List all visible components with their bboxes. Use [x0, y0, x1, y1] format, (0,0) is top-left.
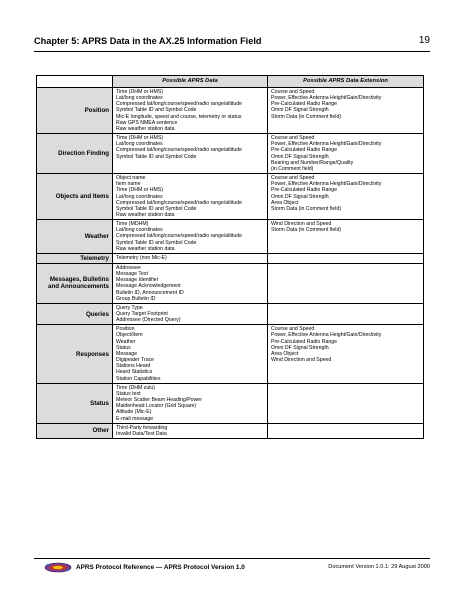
row-aprs-data	[113, 383, 268, 423]
data-line: Mic-E longitude, speed and course, telemetry or status	[116, 113, 242, 120]
extension-line: Course and Speed	[271, 89, 315, 95]
row-category: Weather	[37, 220, 113, 254]
data-line: Lat/long coordinates	[116, 193, 163, 200]
data-line: Meteor Scatter Beam Heading/Power	[116, 397, 202, 404]
data-line: Heard Statistics	[116, 369, 153, 376]
row-aprs-extension	[268, 423, 424, 438]
header-cell-blank	[37, 76, 113, 88]
data-line: Compressed lat/long/course/speed/radio range/altitude	[116, 233, 243, 240]
header-rule	[34, 51, 430, 52]
data-line: Raw weather station data	[116, 211, 175, 218]
page-footer	[34, 561, 430, 575]
table-row	[37, 88, 424, 134]
aprs-data-table	[36, 75, 424, 439]
extension-line: Wind Direction and Speed	[271, 221, 332, 228]
extension-line: Power, Effective Antenna Height/Gain/Directivity	[271, 181, 382, 188]
extension-line: Omni DF Signal Strength	[271, 344, 329, 351]
row-aprs-extension	[268, 220, 424, 254]
data-line: Status text	[116, 390, 141, 397]
footer-version: Document Version 1.0.1: 29 August 2000	[328, 564, 430, 570]
header-cell-data-extension: Possible APRS Data Extension	[268, 76, 424, 88]
row-aprs-data	[113, 220, 268, 254]
data-line: Time (DHM or HMS)	[116, 89, 164, 95]
page-header	[34, 35, 430, 51]
table-row	[37, 174, 424, 220]
data-line: Addressee	[116, 264, 141, 271]
extension-line: Bearing and Number/Range/Quality	[271, 159, 354, 166]
row-category: Responses	[37, 325, 113, 383]
data-line: Addressee (Directed Query)	[116, 317, 181, 324]
row-category: Objects and Items	[37, 174, 113, 220]
row-aprs-data	[113, 423, 268, 438]
data-line: Object name	[116, 175, 146, 182]
data-line: Raw weather station data	[116, 245, 175, 252]
data-line: Time (DHM zulu)	[116, 384, 156, 391]
extension-line: Pre-Calculated Radio Range	[271, 147, 338, 154]
data-line: Compressed lat/long/course/speed/radio range/altitude	[116, 101, 243, 108]
table-body	[37, 88, 424, 439]
row-category: Queries	[37, 303, 113, 324]
extension-line: Storm Data (in Comment field)	[271, 113, 342, 120]
extension-line: Wind Direction and Speed	[271, 357, 332, 364]
data-line: Lat/long coordinates	[116, 141, 163, 148]
row-category: Direction Finding	[37, 134, 113, 174]
data-line: Query Target Footprint	[116, 311, 168, 317]
row-aprs-data	[113, 263, 268, 303]
data-line: Compressed lat/long/course/speed/radio range/altitude	[116, 147, 243, 154]
row-aprs-extension	[268, 88, 424, 134]
row-aprs-extension	[268, 325, 424, 383]
extension-line: Course and Speed	[271, 175, 315, 182]
row-aprs-extension	[268, 303, 424, 324]
data-line: Time (MDHM)	[116, 221, 149, 228]
data-line: Altitude (Mic-E)	[116, 409, 152, 416]
table-row	[37, 423, 424, 438]
table-row	[37, 325, 424, 383]
data-line: Message Acknowledgement	[116, 283, 181, 290]
data-line: Position	[116, 326, 135, 333]
row-aprs-extension	[268, 263, 424, 303]
data-line: Bulletin ID, Announcement ID	[116, 289, 184, 296]
data-line: Message Identifier	[116, 277, 159, 284]
extension-line: Course and Speed	[271, 326, 315, 333]
extension-line: Omni DF Signal Strength	[271, 107, 329, 114]
data-line: Lat/long coordinates	[116, 227, 163, 234]
extension-line: Area Object	[271, 350, 299, 357]
extension-line: (in Comment field)	[271, 165, 314, 172]
data-line: Group Bulletin ID	[116, 295, 156, 302]
data-line: Third-Party forwarding	[116, 424, 168, 431]
table-header-row	[37, 76, 424, 88]
row-aprs-extension	[268, 383, 424, 423]
data-line: Time (DHM or HMS)	[116, 187, 164, 194]
footer-rule	[34, 558, 430, 559]
page-number: 19	[418, 35, 430, 46]
extension-line: Power, Effective Antenna Height/Gain/Directivity	[271, 95, 382, 102]
data-line: Status	[116, 344, 131, 351]
row-aprs-data	[113, 303, 268, 324]
row-aprs-data	[113, 134, 268, 174]
extension-line: Course and Speed	[271, 135, 315, 142]
extension-line: Power, Effective Antenna Height/Gain/Directivity	[271, 332, 382, 339]
data-line: Digipeater Trace	[116, 357, 155, 364]
data-line: Stations Heard	[116, 363, 151, 370]
data-line: Telemetry (non Mic-E)	[116, 254, 167, 261]
chapter-title: Chapter 5: APRS Data in the AX.25 Information Field	[34, 36, 262, 46]
row-aprs-data	[113, 174, 268, 220]
extension-line: Power, Effective Antenna Height/Gain/Directivity	[271, 141, 382, 148]
extension-line: Storm Data (in Comment field)	[271, 205, 342, 212]
data-line: Raw GPS NMEA sentence	[116, 119, 178, 126]
data-line: Item name	[116, 181, 141, 188]
data-line: Object/Item	[116, 332, 143, 339]
data-line: Symbol Table ID and Symbol Code	[116, 205, 197, 212]
extension-line: Area Object	[271, 199, 299, 206]
extension-line: Omni DF Signal Strength	[271, 193, 329, 200]
header-cell-possible-data: Possible APRS Data	[113, 76, 268, 88]
data-line: Symbol Table ID and Symbol Code	[116, 153, 197, 160]
data-line: Station Capabilities	[116, 375, 161, 382]
row-category: Other	[37, 423, 113, 438]
data-line: Symbol Table ID and Symbol Code	[116, 107, 197, 114]
row-category: Messages, Bulletins and Announcements	[37, 263, 113, 303]
row-aprs-extension	[268, 134, 424, 174]
row-category: Status	[37, 383, 113, 423]
row-category: Telemetry	[37, 253, 113, 263]
data-line: Raw weather station data	[116, 125, 175, 132]
table-row	[37, 253, 424, 263]
data-line: E-mail message	[116, 415, 154, 422]
table-row	[37, 263, 424, 303]
row-aprs-extension	[268, 253, 424, 263]
extension-line: Pre-Calculated Radio Range	[271, 187, 338, 194]
table-row	[37, 303, 424, 324]
row-aprs-extension	[268, 174, 424, 220]
data-line: Symbol Table ID and Symbol Code	[116, 239, 197, 246]
row-aprs-data	[113, 88, 268, 134]
data-line: Query Type	[116, 304, 143, 311]
footer-title: APRS Protocol Reference — APRS Protocol Version 1.0	[76, 564, 245, 571]
extension-line: Pre-Calculated Radio Range	[271, 338, 338, 345]
data-line: Invalid Data/Test Data	[116, 430, 167, 437]
row-category: Position	[37, 88, 113, 134]
data-line: Message	[116, 350, 138, 357]
table-row	[37, 220, 424, 254]
table-row	[37, 134, 424, 174]
data-line: Weather	[116, 338, 136, 345]
extension-line: Storm Data (in Comment field)	[271, 227, 342, 234]
data-line: Compressed lat/long/course/speed/radio range/altitude	[116, 199, 243, 206]
table-row	[37, 383, 424, 423]
extension-line: Omni DF Signal Strength	[271, 153, 329, 160]
data-line: Maidenhead Locator (Grid Square)	[116, 403, 197, 410]
row-aprs-data	[113, 253, 268, 263]
data-line: Time (DHM or HMS)	[116, 135, 164, 142]
row-aprs-data	[113, 325, 268, 383]
data-line: Lat/long coordinates	[116, 95, 163, 102]
extension-line: Pre-Calculated Radio Range	[271, 101, 338, 108]
aprs-logo-icon	[44, 561, 72, 573]
data-line: Message Text	[116, 271, 148, 278]
